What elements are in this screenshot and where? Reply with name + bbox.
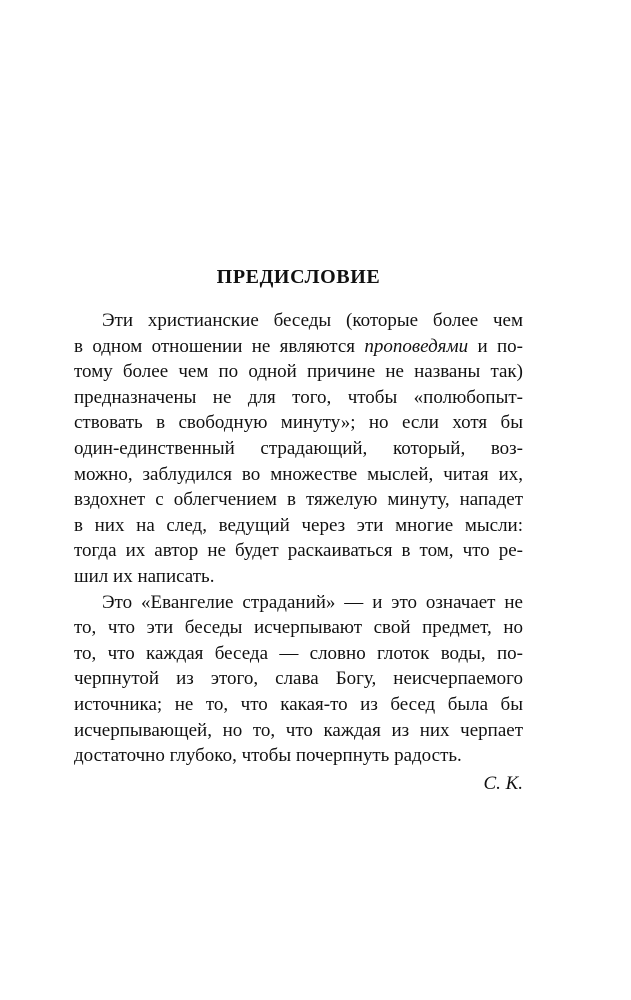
text-segment: в одном отношении не являются	[74, 335, 365, 357]
text-line: то, что каждая беседа — словно глоток воды, по-	[74, 642, 523, 664]
text-line: исчерпывающей, но то, что каждая из них черпает	[74, 719, 523, 741]
text-line: можно, заблудился во множестве мыслей, читая их,	[74, 463, 523, 485]
text-line: тогда их автор не будет раскаиваться в том, что ре-	[74, 540, 523, 562]
preface-page	[74, 262, 523, 796]
text-line: в них на след, ведущий через эти многие мысли:	[74, 514, 523, 536]
page-title: ПРЕДИСЛОВИЕ	[216, 266, 381, 288]
text-line: черпнутой из этого, слава Богу, неисчерпаемого	[74, 668, 523, 690]
text-line: вздохнет с облегчением в тяжелую минуту, нападет	[74, 489, 523, 511]
text-line	[74, 334, 523, 360]
text-line: тому более чем по одной причине не названы так)	[74, 361, 523, 383]
text-line: источника; не то, что какая-то из бесед была бы	[74, 693, 523, 715]
text-line: Это «Евангелие страданий» — и это означает не	[102, 591, 523, 613]
text-line: достаточно глубоко, чтобы почерпнуть радость.	[74, 745, 462, 767]
preface-paragraph-1	[74, 308, 523, 590]
author-signature: С. К.	[483, 772, 523, 794]
text-segment: и по-	[468, 335, 523, 357]
text-line: шил их написать.	[74, 565, 215, 587]
preface-paragraph-2	[74, 590, 523, 769]
emphasized-word: проповедями	[364, 335, 469, 357]
text-line: один-единственный страдающий, который, воз-	[74, 437, 523, 459]
text-line: то, что эти беседы исчерпывают свой предмет, но	[74, 617, 523, 639]
text-line: ствовать в свободную минуту»; но если хотя бы	[74, 412, 523, 434]
text-line: Эти христианские беседы (которые более чем	[102, 310, 523, 331]
text-line: предназначены не для того, чтобы «полюбопыт-	[74, 386, 523, 408]
